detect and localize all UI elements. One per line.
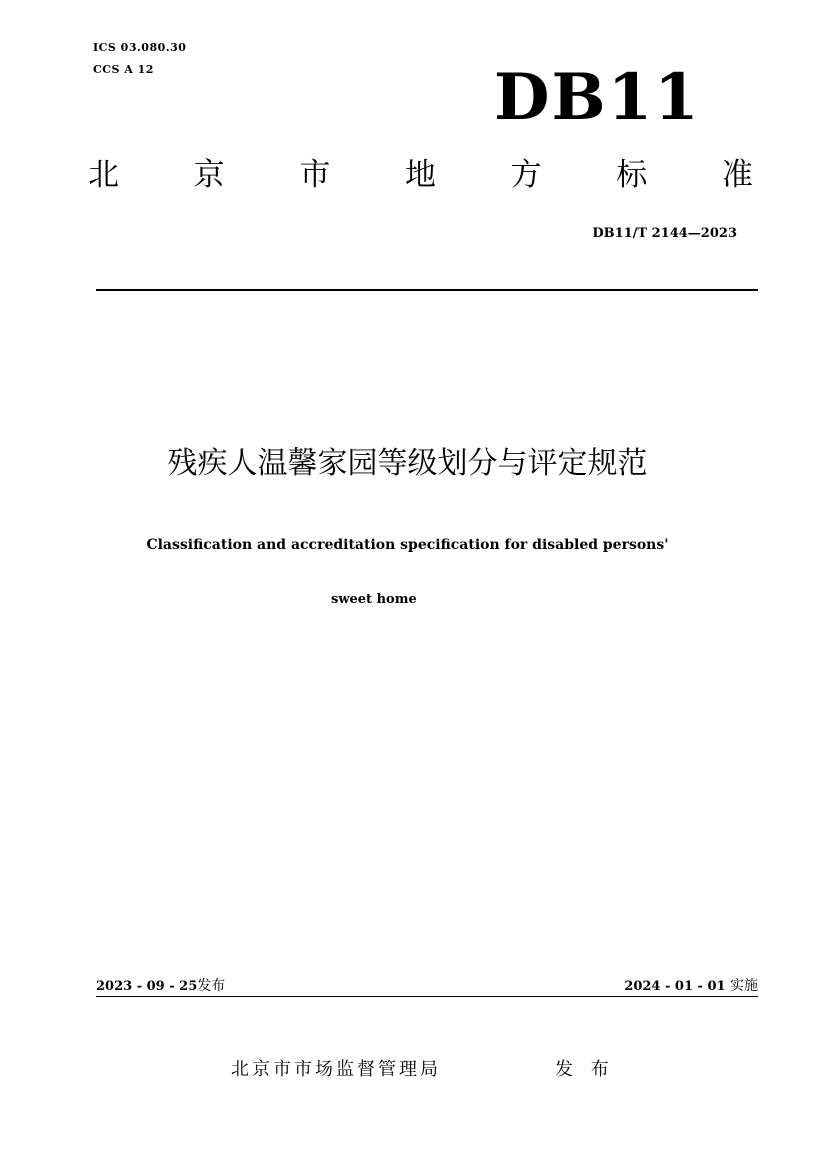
ics-code: ICS 03.080.30 — [93, 41, 187, 54]
issue-label: 发布 — [197, 978, 226, 994]
top-divider — [96, 289, 758, 291]
standard-type-char: 北 — [88, 157, 119, 193]
standard-type-char: 市 — [299, 157, 331, 193]
document-title-zh: 残疾人温馨家园等级划分与评定规范 — [167, 446, 648, 481]
issuing-authority: 北京市市场监督管理局 — [231, 1059, 441, 1080]
issue-date: 2023 - 09 - 25 — [96, 979, 198, 994]
issuing-action: 发 布 — [555, 1059, 615, 1080]
issue-date-block — [96, 975, 225, 995]
standard-type-char: 京 — [193, 157, 225, 193]
standard-type-char: 地 — [404, 157, 436, 193]
implement-date-block — [624, 975, 758, 995]
ccs-code: CCS A 12 — [93, 63, 154, 76]
implement-label: 实施 — [730, 978, 758, 994]
bottom-divider — [96, 996, 758, 997]
standard-code-big: DB11 — [494, 60, 701, 135]
document-title-en-line1: Classification and accreditation specification for disabled persons' — [146, 537, 669, 553]
standard-type-char: 方 — [510, 157, 542, 193]
standard-type-char: 准 — [721, 157, 753, 193]
standard-type-heading — [88, 157, 753, 193]
standard-number: DB11/T 2144—2023 — [592, 226, 737, 241]
implement-date: 2024 - 01 - 01 — [624, 979, 726, 994]
standard-type-char: 标 — [616, 157, 648, 193]
document-title-en-line2: sweet home — [331, 592, 417, 607]
